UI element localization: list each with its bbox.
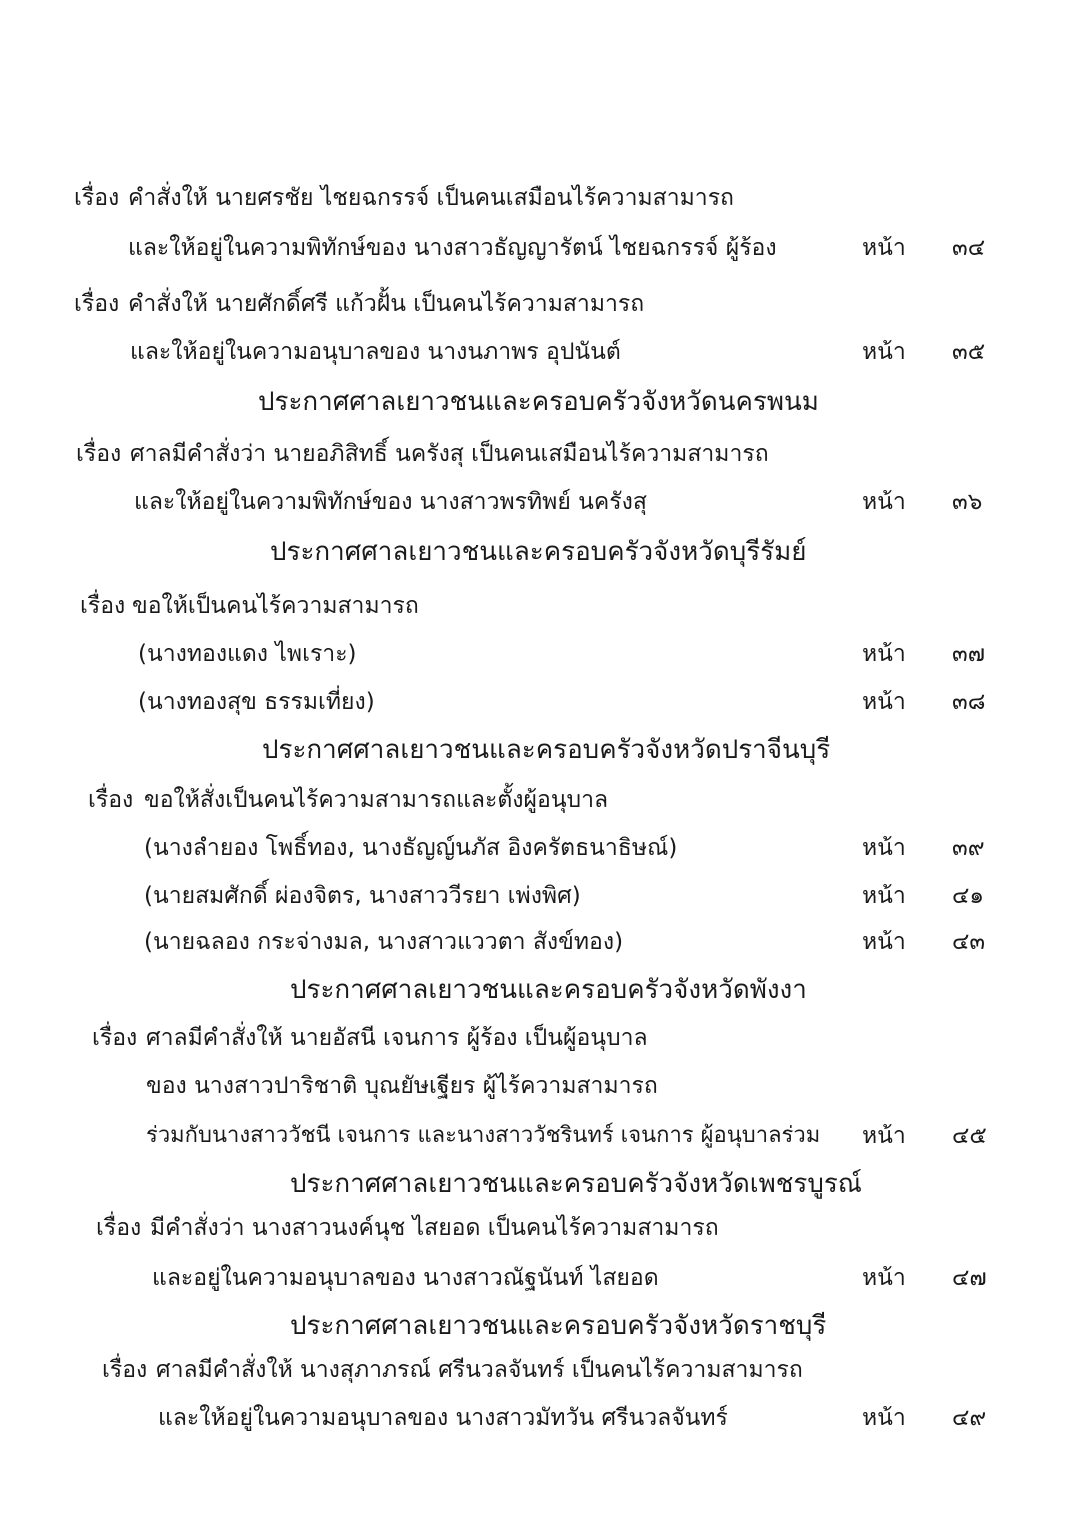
- entry-text: และอยู่ในความอนุบาลของ นางสาวณัฐนันท์ ไสยอด: [152, 1265, 659, 1291]
- page-label: หน้า: [862, 883, 906, 909]
- page-number: ๔๑: [952, 883, 985, 909]
- page-label: หน้า: [862, 339, 906, 365]
- entry-text: ศาลมีคำสั่งให้ นายอัสนี เจนการ ผู้ร้อง เป็นผู้อนุบาล: [146, 1025, 648, 1051]
- entry-text: (นายสมศักดิ์ ผ่องจิตร, นางสาววีรยา เพ่งพิศ): [144, 883, 581, 909]
- entry-text: (นางทองสุข ธรรมเที่ยง): [138, 689, 375, 715]
- page-label: หน้า: [862, 689, 906, 715]
- entry-label: เรื่อง: [74, 185, 120, 211]
- entry-text: ศาลมีคำสั่งว่า นายอภิสิทธิ์ นครังสุ เป็นคนเสมือนไร้ความสามารถ: [130, 441, 769, 467]
- entry-text: ขอให้เป็นคนไร้ความสามารถ: [132, 593, 419, 619]
- page-number: ๓๔: [952, 235, 986, 261]
- entry-text: (นายฉลอง กระจ่างมล, นางสาวแววตา สังข์ทอง): [144, 929, 624, 955]
- entry-text: และให้อยู่ในความพิทักษ์ของ นางสาวพรทิพย์ นครังสุ: [134, 489, 647, 515]
- section-heading: ประกาศศาลเยาวชนและครอบครัวจังหวัดนครพนม: [258, 387, 819, 417]
- page-label: หน้า: [862, 929, 906, 955]
- entry-text: ร่วมกับนางสาววัชนี เจนการ และนางสาววัชรินทร์ เจนการ ผู้อนุบาลร่วม: [146, 1123, 821, 1148]
- page-number: ๓๗: [952, 641, 986, 667]
- page-label: หน้า: [862, 1123, 906, 1149]
- entry-text: คำสั่งให้ นายศักดิ์ศรี แก้วฝั้น เป็นคนไร้ความสามารถ: [128, 291, 645, 317]
- entry-text: คำสั่งให้ นายศรชัย ไชยฉกรรจ์ เป็นคนเสมือนไร้ความสามารถ: [128, 185, 734, 211]
- page-number: ๔๓: [952, 929, 986, 955]
- page-number: ๓๕: [952, 339, 986, 365]
- page-label: หน้า: [862, 641, 906, 667]
- entry-label: เรื่อง: [96, 1215, 142, 1241]
- entry-text: (นางทองแดง ไพเราะ): [138, 641, 357, 667]
- section-heading: ประกาศศาลเยาวชนและครอบครัวจังหวัดพังงา: [290, 975, 807, 1005]
- page-number: ๓๖: [952, 489, 983, 515]
- entry-text: และให้อยู่ในความอนุบาลของ นางนภาพร อุปนันต์: [130, 339, 621, 365]
- page-label: หน้า: [862, 489, 906, 515]
- entry-text: และให้อยู่ในความอนุบาลของ นางสาวมัทวัน ศรีนวลจันทร์: [158, 1405, 728, 1431]
- entry-text: ของ นางสาวปาริชาติ บุณยัษเฐียร ผู้ไร้ความสามารถ: [146, 1073, 658, 1099]
- entry-label: เรื่อง: [76, 441, 122, 467]
- section-heading: ประกาศศาลเยาวชนและครอบครัวจังหวัดบุรีรัมย์: [270, 537, 807, 567]
- page-label: หน้า: [862, 235, 906, 261]
- entry-text: ขอให้สั่งเป็นคนไร้ความสามารถและตั้งผู้อนุบาล: [144, 787, 609, 813]
- entry-label: เรื่อง: [80, 593, 126, 619]
- entry-text: มีคำสั่งว่า นางสาวนงค์นุช ไสยอด เป็นคนไร้ความสามารถ: [150, 1215, 719, 1241]
- page-label: หน้า: [862, 1405, 906, 1431]
- page-number: ๓๙: [952, 835, 985, 861]
- entry-label: เรื่อง: [92, 1025, 138, 1051]
- section-heading: ประกาศศาลเยาวชนและครอบครัวจังหวัดเพชรบูรณ์: [290, 1169, 862, 1199]
- page-number: ๔๕: [952, 1123, 987, 1149]
- page-number: ๓๘: [952, 689, 986, 715]
- page-number: ๔๗: [952, 1265, 987, 1291]
- entry-label: เรื่อง: [88, 787, 134, 813]
- page-label: หน้า: [862, 1265, 906, 1291]
- entry-text: (นางลำยอง โพธิ์ทอง, นางธัญญ์นภัส อิงครัตธนาธิษณ์): [144, 835, 678, 861]
- entry-label: เรื่อง: [102, 1357, 148, 1383]
- section-heading: ประกาศศาลเยาวชนและครอบครัวจังหวัดปราจีนบุรี: [262, 735, 831, 765]
- page-label: หน้า: [862, 835, 906, 861]
- entry-text: และให้อยู่ในความพิทักษ์ของ นางสาวธัญญารัตน์ ไชยฉกรรจ์ ผู้ร้อง: [128, 235, 777, 261]
- page-number: ๔๙: [952, 1405, 987, 1431]
- entry-label: เรื่อง: [74, 291, 120, 317]
- entry-text: ศาลมีคำสั่งให้ นางสุภาภรณ์ ศรีนวลจันทร์ เป็นคนไร้ความสามารถ: [156, 1357, 803, 1383]
- section-heading: ประกาศศาลเยาวชนและครอบครัวจังหวัดราชบุรี: [290, 1311, 827, 1341]
